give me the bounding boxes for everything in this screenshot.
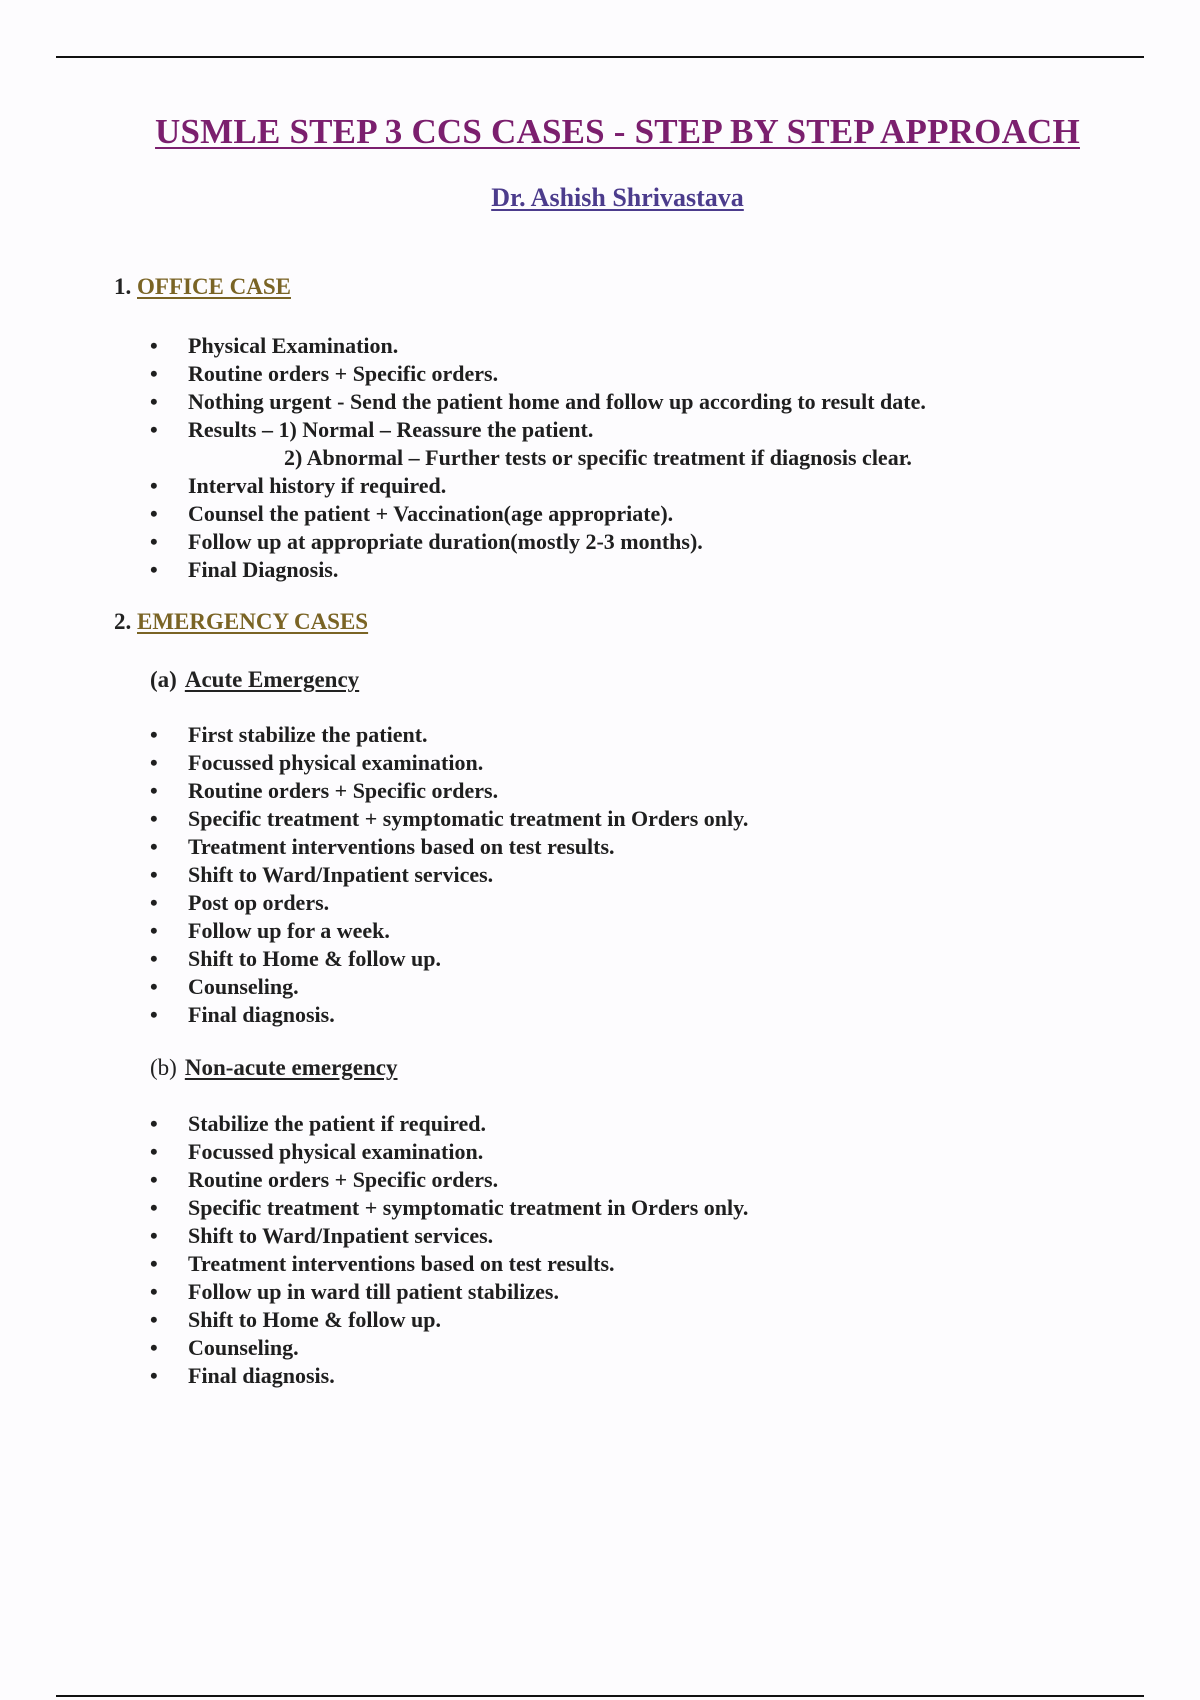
list-item: • Counsel the patient + Vaccination(age appropriate). xyxy=(150,500,926,528)
list-item: • Physical Examination. xyxy=(150,332,926,360)
list-item: • Follow up in ward till patient stabilizes. xyxy=(150,1278,748,1306)
list-item-continuation: 2) Abnormal – Further tests or specific treatment if diagnosis clear. xyxy=(284,445,912,470)
list-item: • Final diagnosis. xyxy=(150,1362,748,1390)
list-item: • Specific treatment + symptomatic treatment in Orders only. xyxy=(150,805,748,833)
list-item: • Follow up at appropriate duration(mostly 2-3 months). xyxy=(150,528,926,556)
list-item: • Counseling. xyxy=(150,973,748,1001)
list-item: • Routine orders + Specific orders. xyxy=(150,1166,748,1194)
list-item: • Shift to Ward/Inpatient services. xyxy=(150,861,748,889)
list-item: • Post op orders. xyxy=(150,889,748,917)
section-number: 2. xyxy=(114,609,132,634)
document-title: USMLE STEP 3 CCS CASES - STEP BY STEP APPROACH xyxy=(155,112,1080,151)
section-title: OFFICE CASE xyxy=(137,274,291,299)
list-item: • Treatment interventions based on test results. xyxy=(150,833,748,861)
list-item: • Final diagnosis. xyxy=(150,1001,748,1029)
list-item: • Routine orders + Specific orders. xyxy=(150,777,748,805)
list-item: • Shift to Ward/Inpatient services. xyxy=(150,1222,748,1250)
list-item: • Final Diagnosis. xyxy=(150,556,926,584)
list-item: • Results – 1) Normal – Reassure the patient. xyxy=(150,416,926,444)
list-item: • Interval history if required. xyxy=(150,472,926,500)
subsection-marker: (b) xyxy=(150,1055,177,1080)
subsection-title: Acute Emergency xyxy=(184,667,360,692)
section-heading-emergency xyxy=(114,609,368,635)
office-case-list xyxy=(150,332,926,584)
list-item: • Routine orders + Specific orders. xyxy=(150,360,926,388)
list-item: • First stabilize the patient. xyxy=(150,721,748,749)
bottom-divider xyxy=(56,1695,1144,1697)
document-author: Dr. Ashish Shrivastava xyxy=(491,183,744,212)
non-acute-emergency-list xyxy=(150,1110,748,1390)
list-item: • Treatment interventions based on test results. xyxy=(150,1250,748,1278)
list-item: • Shift to Home & follow up. xyxy=(150,1306,748,1334)
subsection-heading-non-acute xyxy=(150,1055,398,1081)
list-item: • Focussed physical examination. xyxy=(150,749,748,777)
list-item: • Counseling. xyxy=(150,1334,748,1362)
list-item: • Focussed physical examination. xyxy=(150,1138,748,1166)
top-divider xyxy=(56,56,1144,58)
list-item: • Nothing urgent - Send the patient home and follow up according to result date. xyxy=(150,388,926,416)
subsection-heading-acute xyxy=(150,667,359,693)
section-heading-office xyxy=(114,274,291,300)
list-item: • Specific treatment + symptomatic treatment in Orders only. xyxy=(150,1194,748,1222)
acute-emergency-list xyxy=(150,721,748,1029)
section-number: 1. xyxy=(114,274,132,299)
list-item: • Shift to Home & follow up. xyxy=(150,945,748,973)
list-item: • Follow up for a week. xyxy=(150,917,748,945)
subsection-title: Non-acute emergency xyxy=(184,1055,398,1080)
section-title: EMERGENCY CASES xyxy=(137,609,369,634)
list-item: • Stabilize the patient if required. xyxy=(150,1110,748,1138)
subsection-marker: (a) xyxy=(150,667,177,692)
